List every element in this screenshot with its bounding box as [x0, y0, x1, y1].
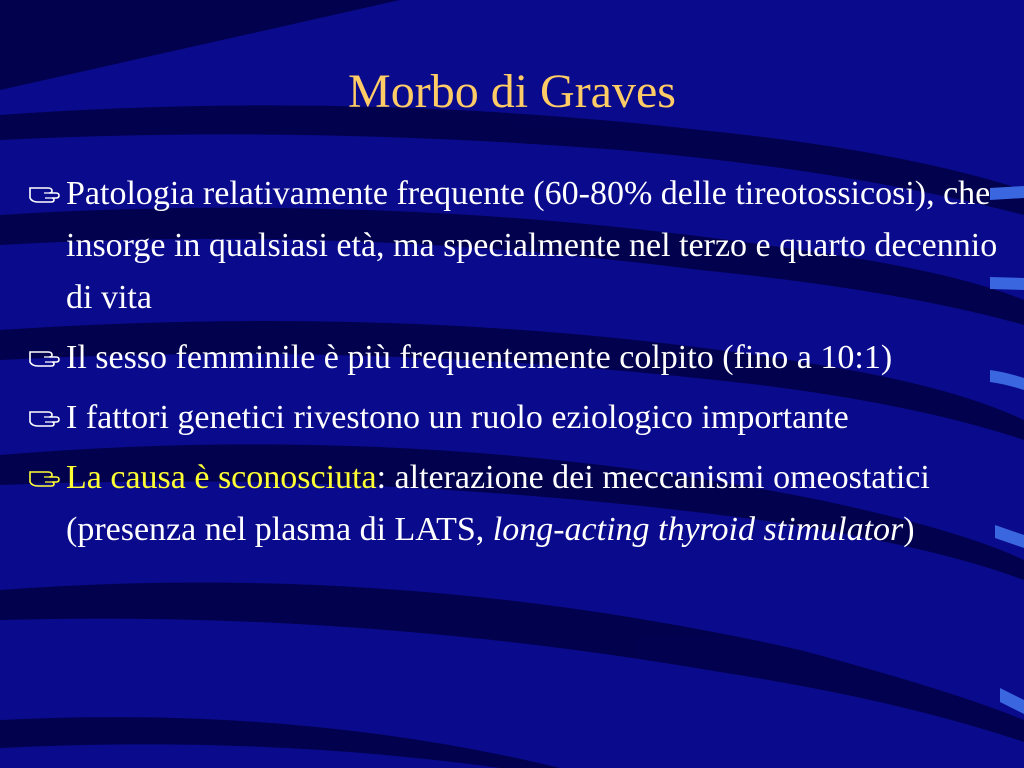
bullet-text: Patologia relativamente frequente (60-80% delle tireotossicosi), che insorge in qualsiasi età, ma specialmente nel terzo e quarto decennio di vita	[66, 175, 998, 316]
bullet-item	[28, 392, 1013, 444]
bullet-text: Il sesso femminile è più frequentemente colpito (fino a 10:1)	[66, 339, 893, 376]
bullet-text: : alterazione dei meccanismi omeostatici (presenza nel plasma di LATS,	[66, 459, 930, 548]
bullet-tail-text: )	[903, 511, 915, 548]
pointing-hand-icon	[28, 346, 64, 368]
bullet-highlight-text: La causa è sconosciuta	[66, 459, 377, 496]
pointing-hand-icon	[28, 182, 64, 204]
slide-title: Morbo di Graves	[348, 65, 676, 118]
bullet-italic-text: long-acting thyroid stimulator	[492, 511, 904, 548]
bullet-item	[28, 332, 1013, 384]
bullet-item	[28, 452, 1013, 556]
pointing-hand-icon	[28, 406, 64, 428]
bullet-list	[28, 168, 1013, 564]
bullet-text: I fattori genetici rivestono un ruolo eziologico importante	[66, 399, 849, 436]
bullet-item	[28, 168, 1013, 324]
pointing-hand-icon	[28, 466, 64, 488]
